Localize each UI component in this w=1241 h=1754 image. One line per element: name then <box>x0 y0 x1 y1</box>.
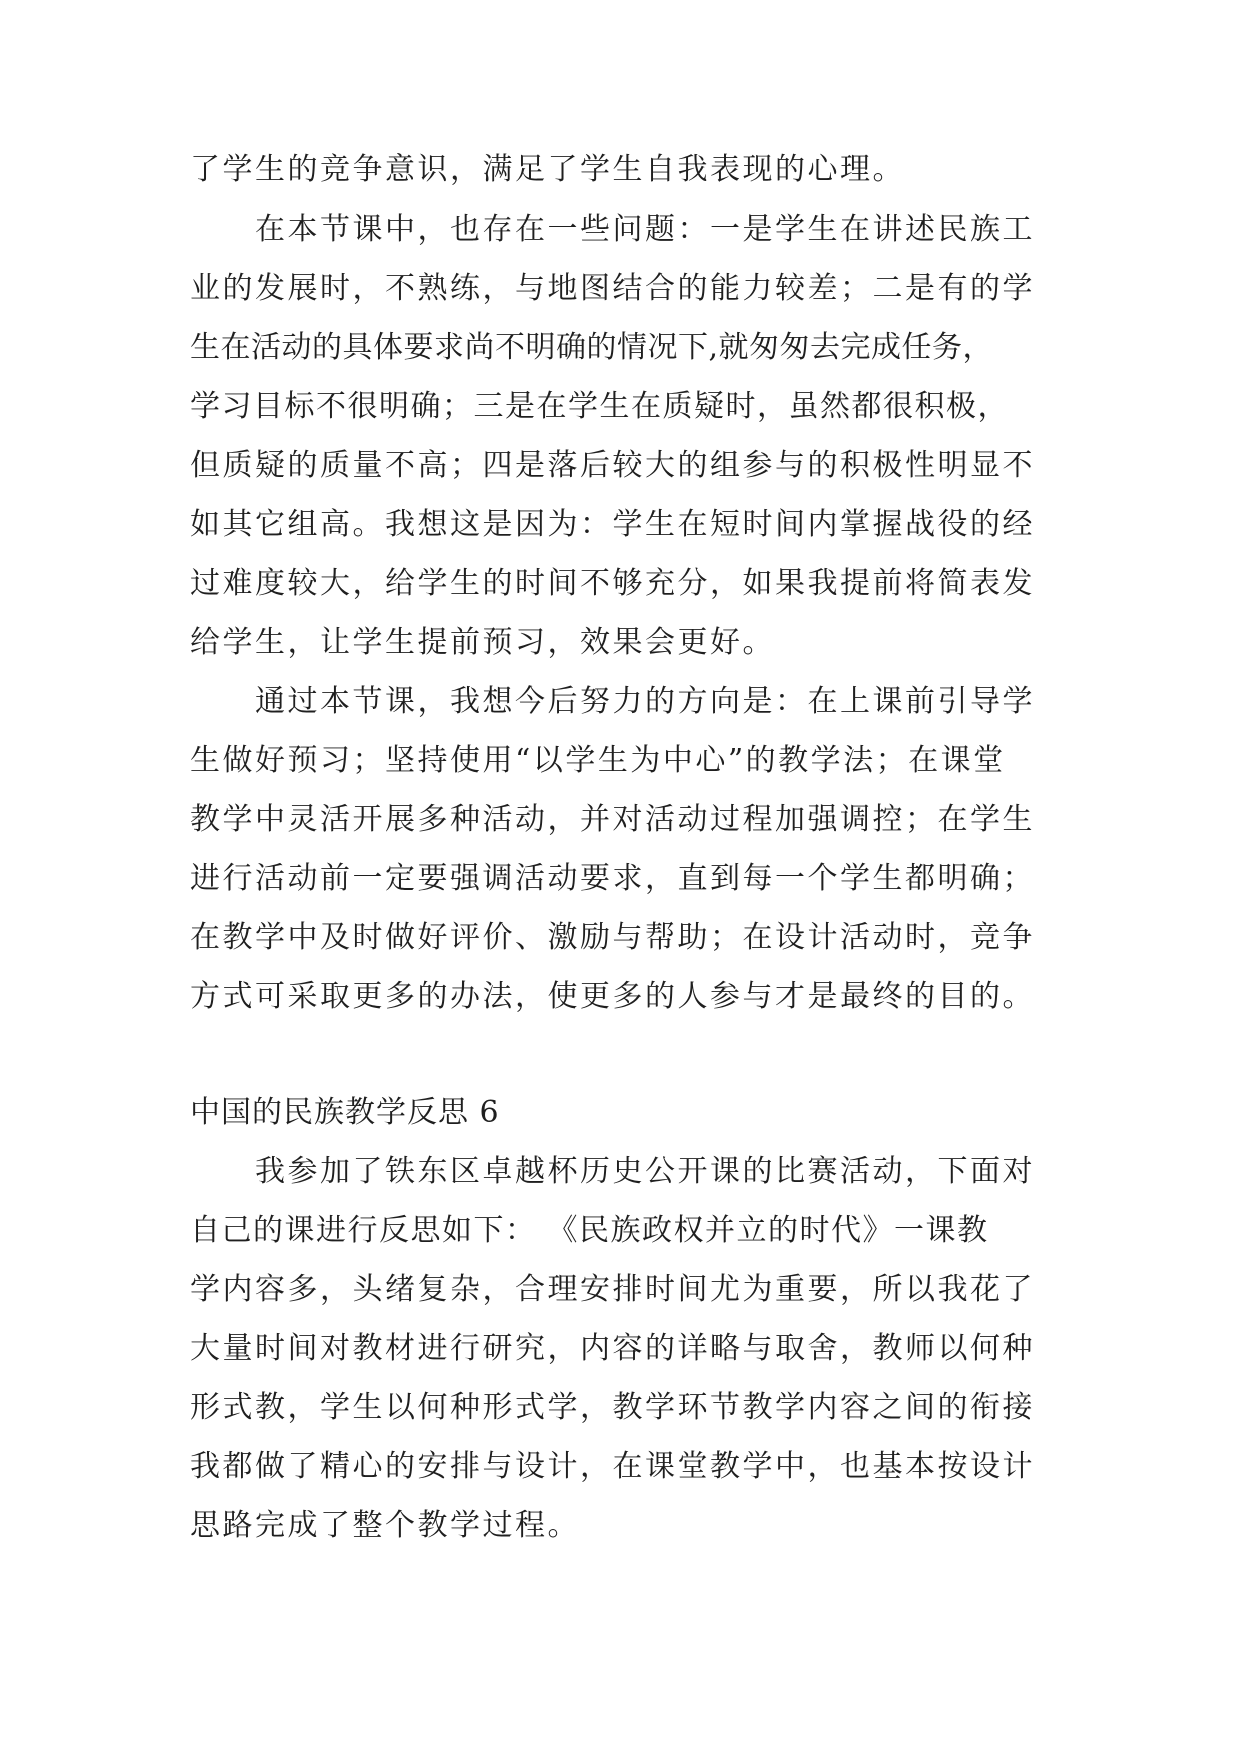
paragraph-line: 方式可采取更多的办法，使更多的人参与才是最终的目的。 <box>190 979 1035 1014</box>
paragraph-line: 通过本节课，我想今后努力的方向是：在上课前引导学 <box>255 684 1035 719</box>
paragraph-line: 如其它组高。我想这是因为：学生在短时间内掌握战役的经 <box>190 507 1035 542</box>
paragraph-line: 生做好预习；坚持使用“以学生为中心”的教学法；在课堂 <box>190 743 1006 778</box>
paragraph-line: 但质疑的质量不高；四是落后较大的组参与的积极性明显不 <box>190 448 1035 483</box>
paragraph-line: 大量时间对教材进行研究，内容的详略与取舍，教师以何种 <box>190 1331 1035 1366</box>
paragraph-line: 思路完成了整个教学过程。 <box>190 1508 580 1543</box>
paragraph-line: 学内容多，头绪复杂，合理安排时间尤为重要，所以我花了 <box>190 1272 1035 1307</box>
paragraph-line: 教学中灵活开展多种活动，并对活动过程加强调控；在学生 <box>190 802 1035 837</box>
paragraph-line: 我都做了精心的安排与设计，在课堂教学中，也基本按设计 <box>190 1449 1035 1484</box>
paragraph-line: 学习目标不很明确；三是在学生在质疑时，虽然都很积极， <box>190 389 1009 424</box>
paragraph-line: 进行活动前一定要强调活动要求，直到每一个学生都明确； <box>190 861 1035 896</box>
paragraph-line: 在本节课中，也存在一些问题：一是学生在讲述民族工 <box>255 212 1035 247</box>
paragraph-line: 给学生，让学生提前预习，效果会更好。 <box>190 625 775 660</box>
paragraph-line: 了学生的竞争意识，满足了学生自我表现的心理。 <box>190 152 905 187</box>
paragraph-line: 形式教，学生以何种形式学，教学环节教学内容之间的衔接 <box>190 1390 1035 1425</box>
paragraph-line: 业的发展时，不熟练，与地图结合的能力较差；二是有的学 <box>190 271 1035 306</box>
section-heading: 中国的民族教学反思 6 <box>190 1095 500 1130</box>
paragraph-line: 生在活动的具体要求尚不明确的情况下,就匆匆去完成任务， <box>190 330 994 365</box>
paragraph-line: 在教学中及时做好评价、激励与帮助；在设计活动时，竞争 <box>190 920 1035 955</box>
paragraph-line: 我参加了铁东区卓越杯历史公开课的比赛活动，下面对 <box>255 1154 1035 1189</box>
paragraph-line: 过难度较大，给学生的时间不够充分，如果我提前将简表发 <box>190 566 1035 601</box>
paragraph-line: 自己的课进行反思如下： 《民族政权并立的时代》一课教 <box>190 1213 989 1248</box>
